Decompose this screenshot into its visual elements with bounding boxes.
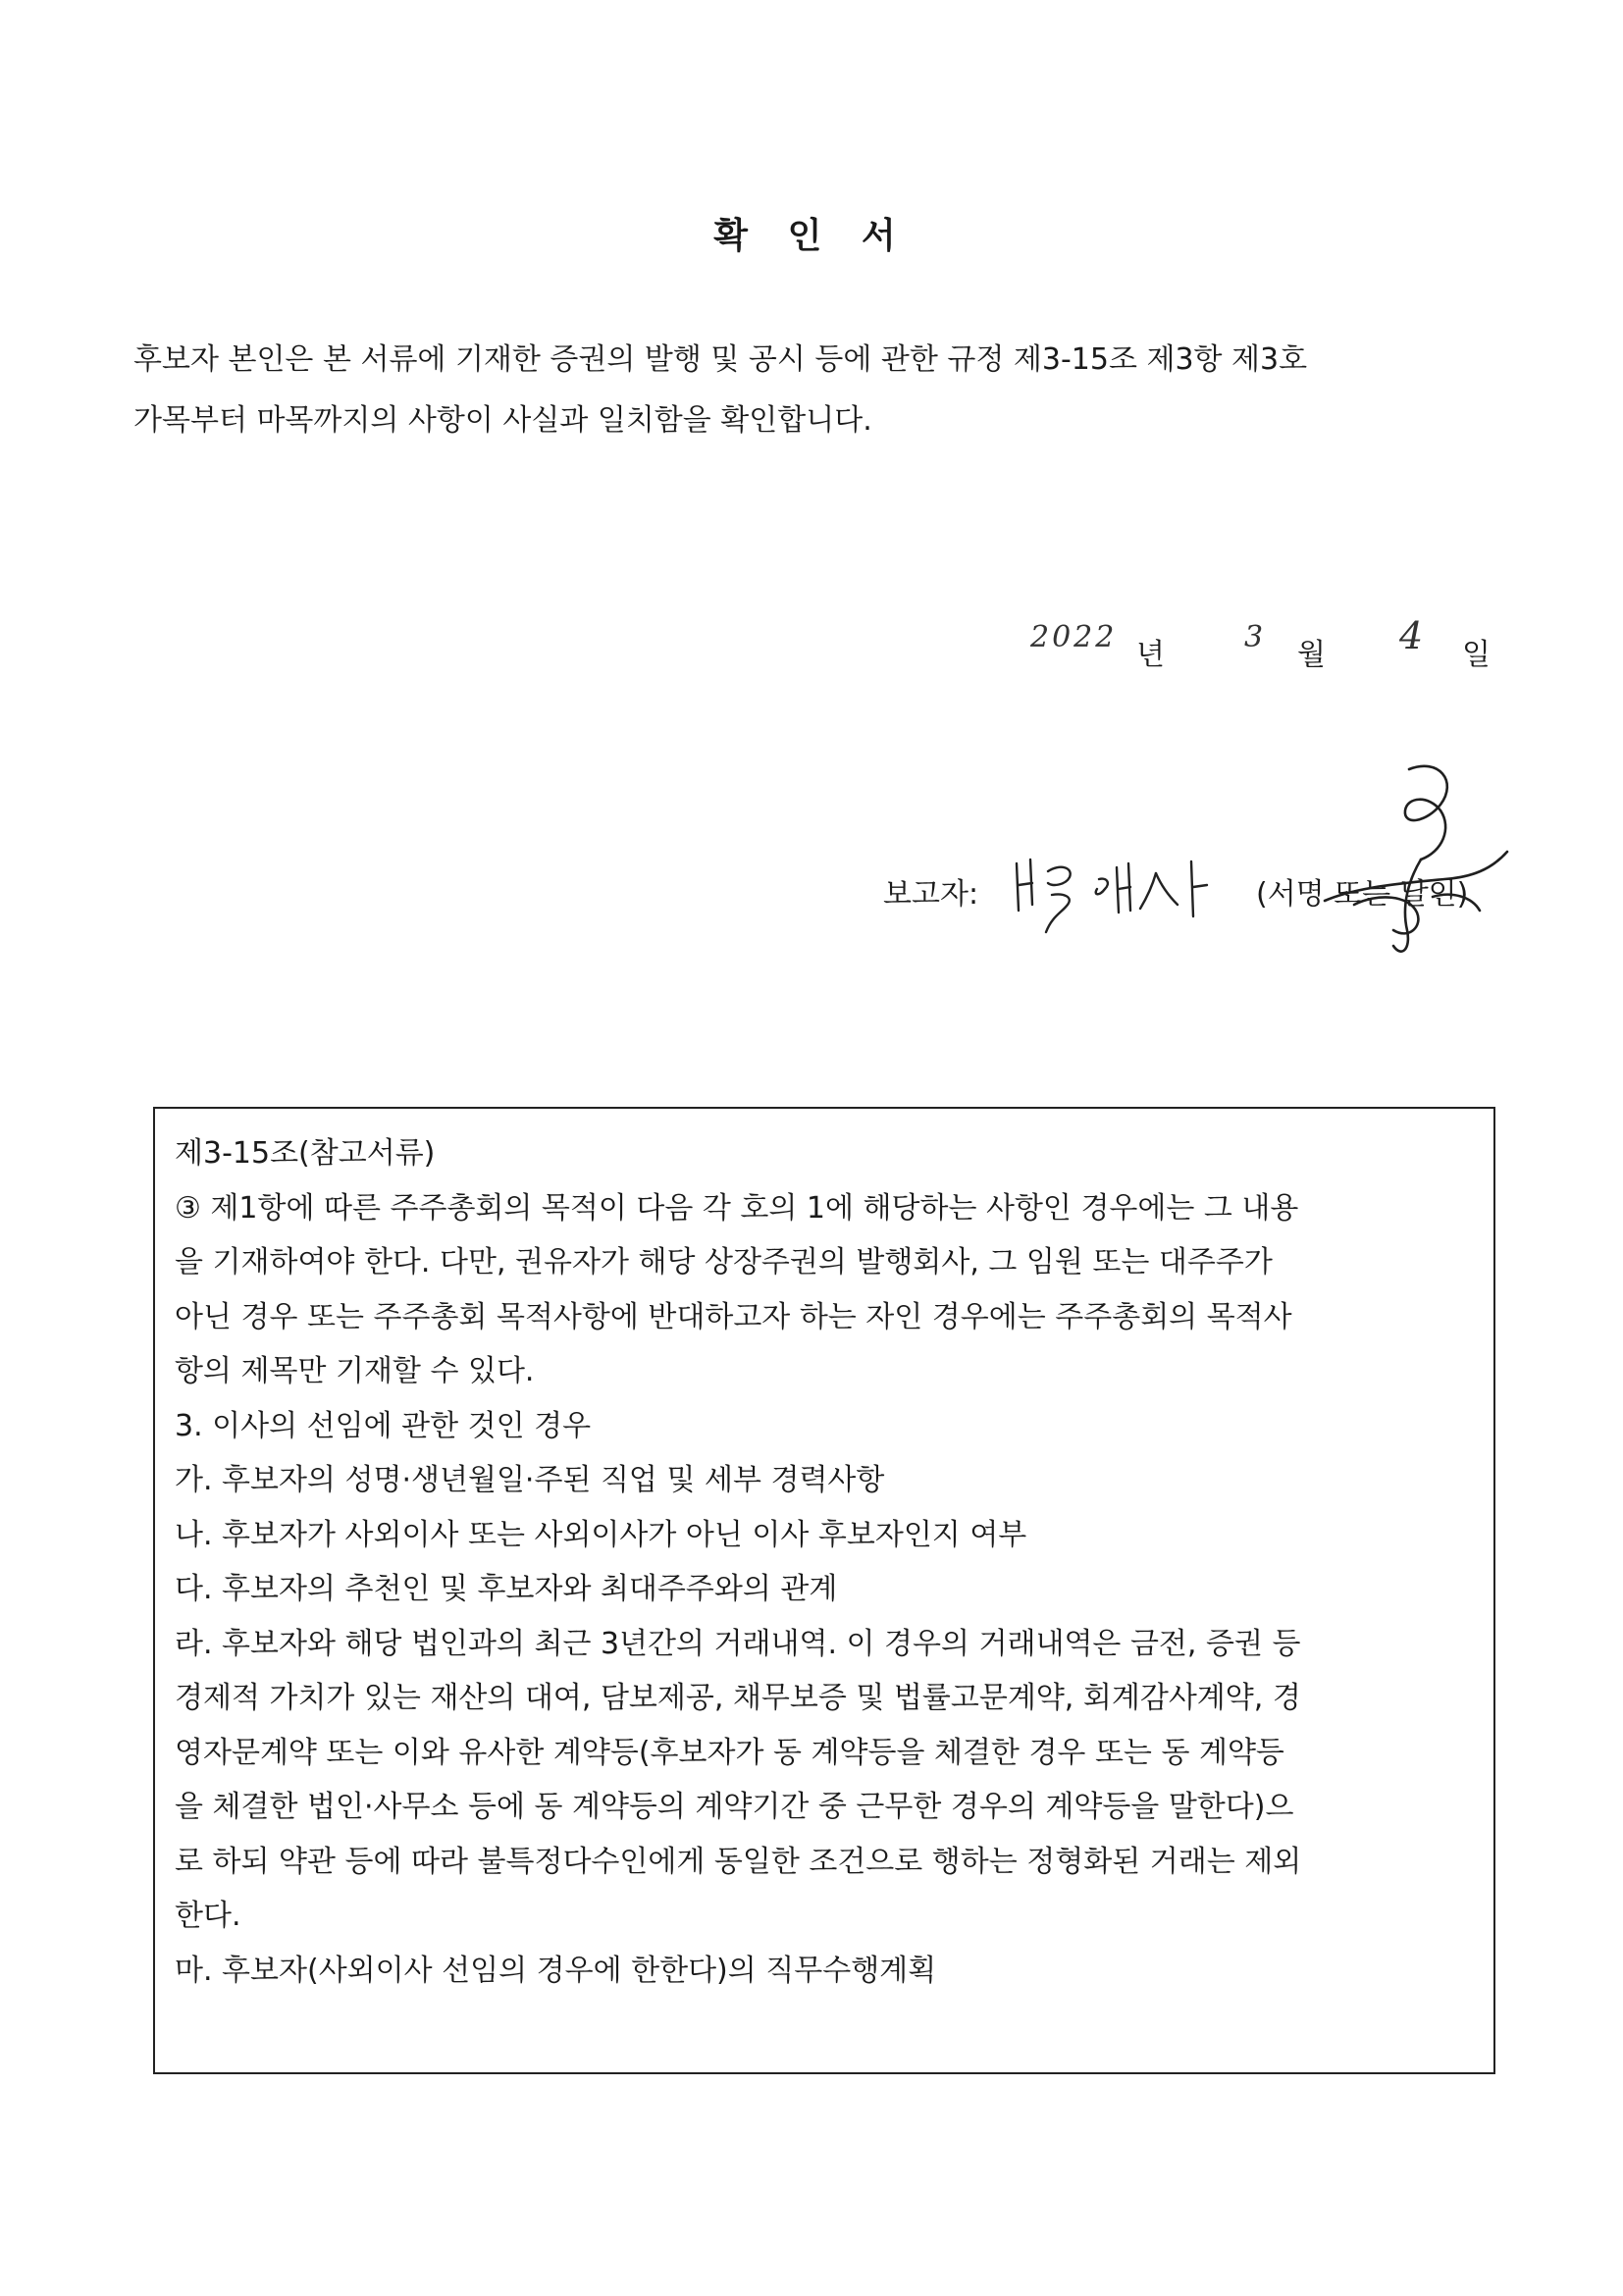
reference-line: 을 체결한 법인·사무소 등에 동 계약등의 계약기간 중 근무한 경우의 계약등을 말한다)으 xyxy=(175,1790,1294,1824)
reference-line: 가. 후보자의 성명·생년월일·주된 직업 및 세부 경력사항 xyxy=(175,1463,885,1497)
reference-heading: 제3-15조(참고서류) xyxy=(175,1136,436,1171)
signature-scribble xyxy=(1315,757,1511,964)
reference-line: 마. 후보자(사외이사 선임의 경우에 한한다)의 직무수행계획 xyxy=(175,1953,937,1988)
date-day-handwritten: 4 xyxy=(1399,614,1424,657)
date-month-unit: 월 xyxy=(1297,638,1326,672)
intro-paragraph xyxy=(133,330,1497,451)
reporter-label: 보고자: xyxy=(883,877,979,912)
reference-line: 나. 후보자가 사외이사 또는 사외이사가 아닌 이사 후보자인지 여부 xyxy=(175,1517,1027,1552)
reference-line: 영자문계약 또는 이와 유사한 계약등(후보자가 동 계약등을 체결한 경우 또는 동 계약등 xyxy=(175,1735,1284,1770)
reference-line: 아닌 경우 또는 주주총회 목적사항에 반대하고자 하는 자인 경우에는 주주총회의 목적사 xyxy=(175,1299,1292,1334)
reference-line: 을 기재하여야 한다. 다만, 권유자가 해당 상장주권의 발행회사, 그 임원 또는 대주주가 xyxy=(175,1245,1273,1279)
date-month-handwritten: 3 xyxy=(1244,620,1264,654)
reference-line: 라. 후보자와 해당 법인과의 최근 3년간의 거래내역. 이 경우의 거래내역은 금전, 증권 등 xyxy=(175,1626,1301,1661)
reference-box xyxy=(153,1107,1495,2074)
reference-line: ③ 제1항에 따른 주주총회의 목적이 다음 각 호의 1에 해당하는 사항인 경우에는 그 내용 xyxy=(175,1190,1299,1226)
reference-line: 경제적 가치가 있는 재산의 대여, 담보제공, 채무보증 및 법률고문계약, 회계감사계약, 경 xyxy=(175,1681,1301,1715)
date-row xyxy=(1021,614,1501,685)
reference-line: 3. 이사의 선임에 관한 것인 경우 xyxy=(175,1408,592,1443)
reference-line: 다. 후보자의 추천인 및 후보자와 최대주주와의 관계 xyxy=(175,1572,838,1606)
reference-line: 항의 제목만 기재할 수 있다. xyxy=(175,1354,535,1388)
handwritten-name xyxy=(1009,854,1234,942)
reference-text xyxy=(175,1126,1480,1998)
document-title: 확 인 서 xyxy=(713,216,910,256)
reporter-row xyxy=(883,863,1511,962)
reference-line: 로 하되 약관 등에 따라 불특정다수인에게 동일한 조건으로 행하는 정형화된 거래는 제외 xyxy=(175,1844,1302,1879)
date-year-handwritten: 2022 xyxy=(1030,620,1118,654)
intro-line: 후보자 본인은 본 서류에 기재한 증권의 발행 및 공시 등에 관한 규정 제3-15조 제3항 제3호 xyxy=(133,342,1308,377)
signature-note: (서명 또는 날인) xyxy=(1256,877,1469,912)
reference-line: 한다. xyxy=(175,1899,241,1933)
intro-line: 가목부터 마목까지의 사항이 사실과 일치함을 확인합니다. xyxy=(133,403,872,438)
date-year-unit: 년 xyxy=(1136,638,1165,672)
date-day-unit: 일 xyxy=(1462,638,1491,672)
